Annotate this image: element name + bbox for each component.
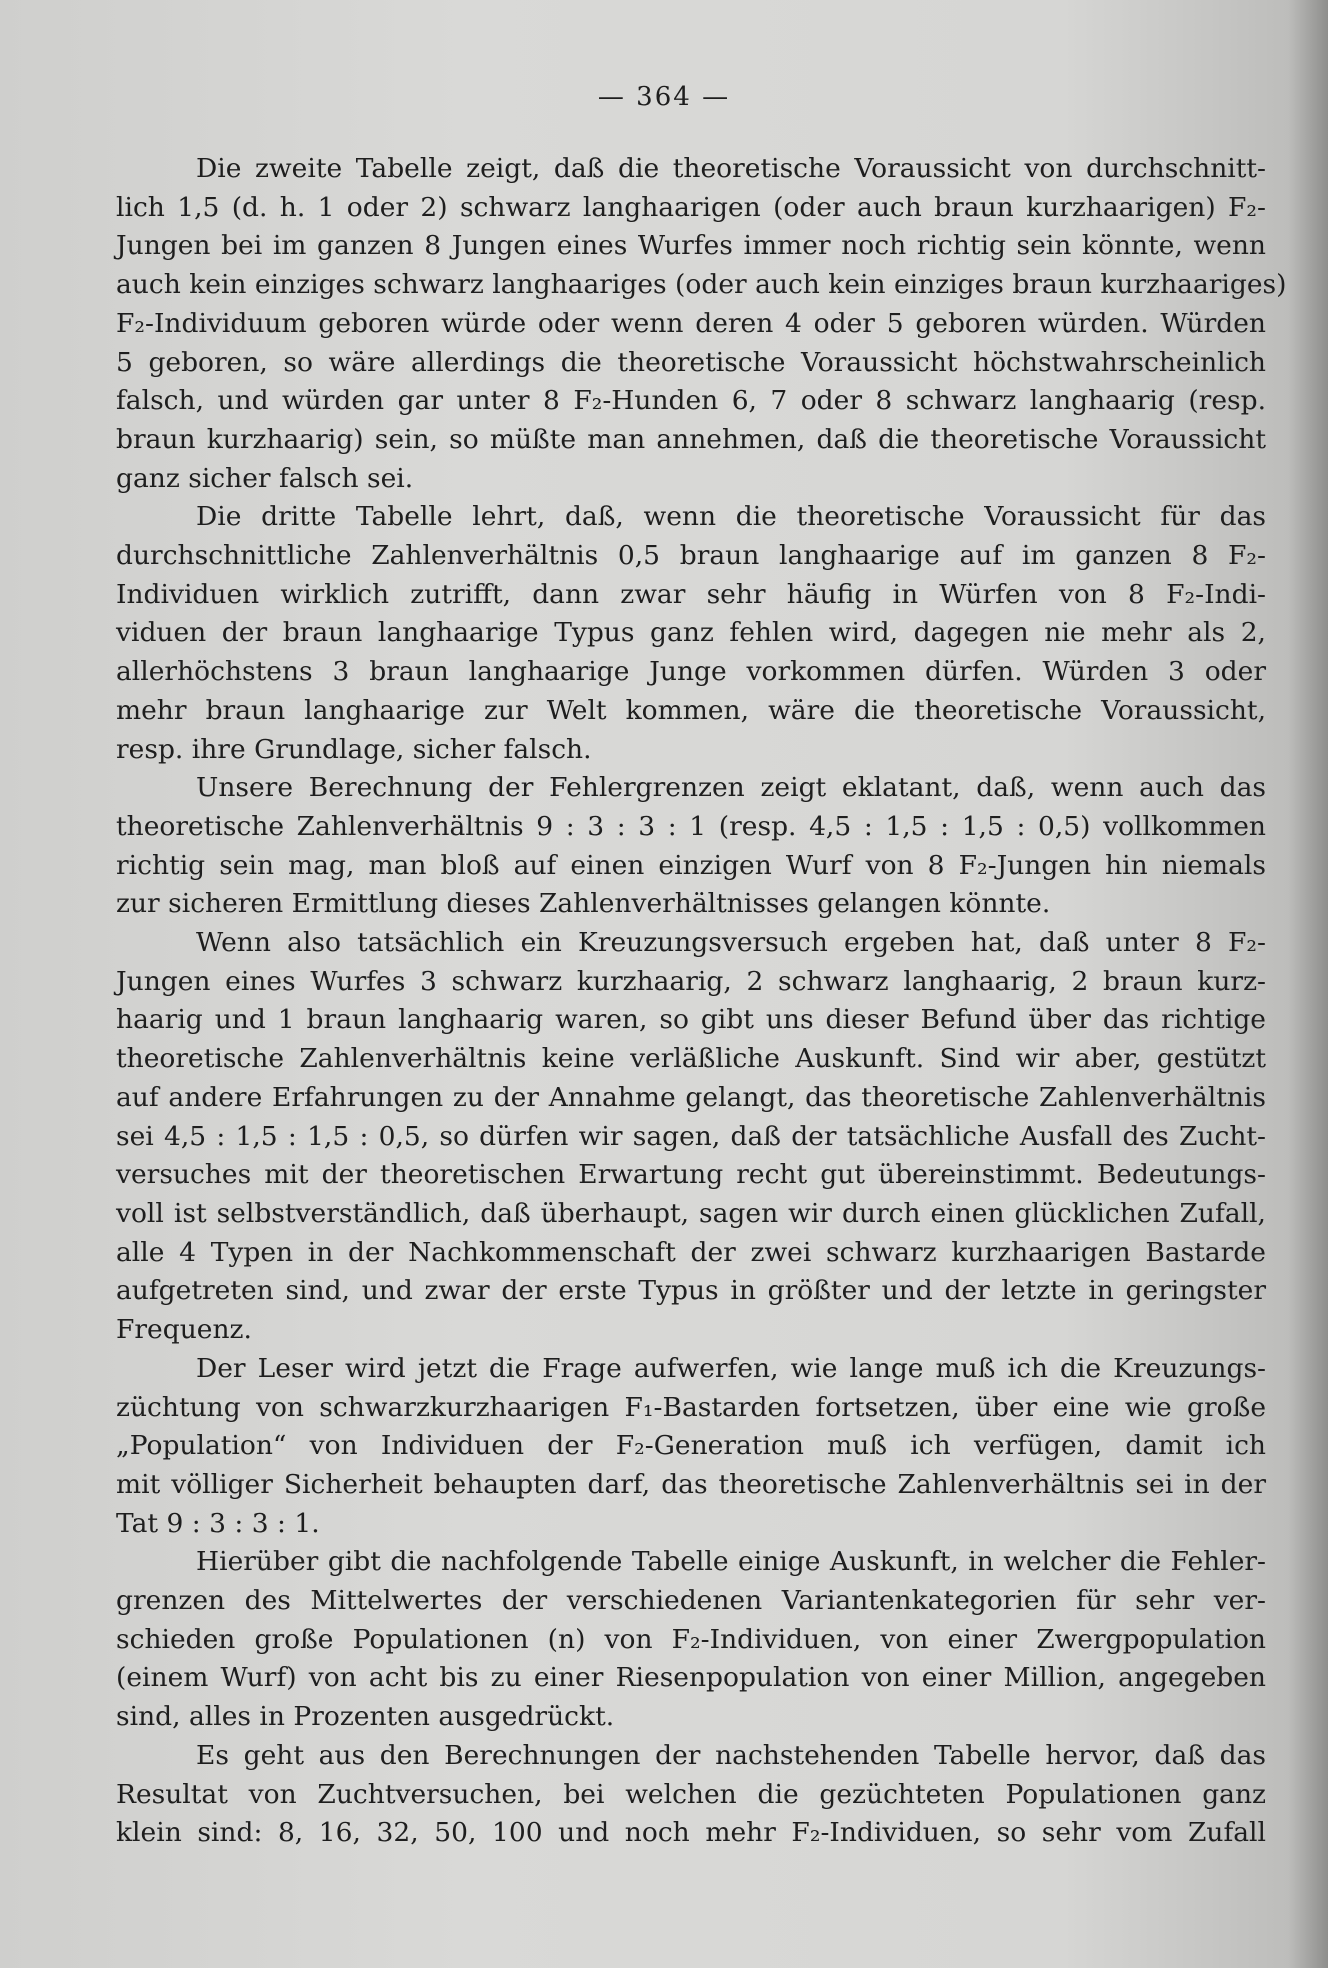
paragraph-7 <box>116 1737 1266 1853</box>
text-line: Unsere Berechnung der Fehlergrenzen zeigt eklatant, daß, wenn auch das <box>196 772 1266 804</box>
text-line: durchschnittliche Zahlenverhältnis 0,5 braun langhaarige auf im ganzen 8 F₂- <box>116 540 1266 572</box>
paragraph-5 <box>116 1350 1266 1544</box>
text-line: Jungen bei im ganzen 8 Jungen eines Wurfes immer noch richtig sein könnte, wenn <box>116 230 1266 262</box>
text-line: resp. ihre Grundlage, sicher falsch. <box>116 733 592 765</box>
text-line: (einem Wurf) von acht bis zu einer Riesenpopulation von einer Million, angegeben <box>116 1662 1266 1694</box>
page-number: — 364 — <box>597 82 731 112</box>
text-line: klein sind: 8, 16, 32, 50, 100 und noch mehr F₂-Individuen, so sehr vom Zufall <box>116 1817 1266 1849</box>
text-line: 5 geboren, so wäre allerdings die theoretische Voraussicht höchstwahrscheinlich <box>116 346 1266 378</box>
text-line: theoretische Zahlenverhältnis 9 : 3 : 3 : 1 (resp. 4,5 : 1,5 : 1,5 : 0,5) vollkommen <box>116 810 1266 842</box>
text-line: auch kein einziges schwarz langhaariges (oder auch kein einziges braun kurzhaariges) <box>116 269 1287 301</box>
text-line: voll ist selbstverständlich, daß überhaupt, sagen wir durch einen glücklichen Zufall, <box>116 1197 1266 1229</box>
text-line: grenzen des Mittelwertes der verschiedenen Variantenkategorien für sehr ver- <box>116 1585 1266 1617</box>
text-line: Jungen eines Wurfes 3 schwarz kurzhaarig, 2 schwarz langhaarig, 2 braun kurz- <box>116 965 1266 997</box>
text-line: Die dritte Tabelle lehrt, daß, wenn die theoretische Voraussicht für das <box>196 501 1266 533</box>
text-line: sind, alles in Prozenten ausgedrückt. <box>116 1701 615 1733</box>
paragraph-1 <box>116 150 1287 498</box>
paragraph-4 <box>116 924 1266 1350</box>
text-line: allerhöchstens 3 braun langhaarige Junge vorkommen dürfen. Würden 3 oder <box>116 656 1266 688</box>
text-line: „Population“ von Individuen der F₂-Generation muß ich verfügen, damit ich <box>116 1430 1266 1462</box>
text-line: mehr braun langhaarige zur Welt kommen, wäre die theoretische Voraussicht, <box>116 694 1266 726</box>
text-line: züchtung von schwarzkurzhaarigen F₁-Bastarden fortsetzen, über eine wie große <box>116 1391 1266 1423</box>
text-line: Die zweite Tabelle zeigt, daß die theoretische Voraussicht von durchschnitt- <box>196 153 1266 184</box>
text-line: zur sicheren Ermittlung dieses Zahlenverhältnisses gelangen könnte. <box>116 888 1051 920</box>
text-line: haarig und 1 braun langhaarig waren, so gibt uns dieser Befund über das richtige <box>116 1004 1266 1036</box>
paragraph-6 <box>116 1543 1266 1737</box>
paragraph-3 <box>116 769 1266 924</box>
text-line: F₂-Individuum geboren würde oder wenn deren 4 oder 5 geboren würden. Würden <box>116 307 1266 339</box>
text-line: lich 1,5 (d. h. 1 oder 2) schwarz langhaarigen (oder auch braun kurzhaarigen) F₂- <box>116 191 1266 223</box>
paragraph-2 <box>116 498 1266 769</box>
text-line: Es geht aus den Berechnungen der nachstehenden Tabelle hervor, daß das <box>196 1739 1266 1771</box>
text-line: falsch, und würden gar unter 8 F₂-Hunden 6, 7 oder 8 schwarz langhaarig (resp. <box>116 385 1266 417</box>
text-line: auf andere Erfahrungen zu der Annahme gelangt, das theoretische Zahlenverhältnis <box>116 1081 1266 1113</box>
text-line: Der Leser wird jetzt die Frage aufwerfen, wie lange muß ich die Kreuzungs- <box>196 1352 1266 1384</box>
text-line: viduen der braun langhaarige Typus ganz fehlen wird, dagegen nie mehr als 2, <box>116 617 1266 649</box>
text-line: sei 4,5 : 1,5 : 1,5 : 0,5, so dürfen wir sagen, daß der tatsächliche Ausfall des Zucht- <box>116 1120 1266 1152</box>
text-line: braun kurzhaarig) sein, so müßte man annehmen, daß die theoretische Voraussicht <box>116 423 1266 455</box>
text-line: Hierüber gibt die nachfolgende Tabelle einige Auskunft, in welcher die Fehler- <box>196 1546 1266 1578</box>
text-line: schieden große Populationen (n) von F₂-Individuen, von einer Zwergpopulation <box>116 1623 1266 1655</box>
text-line: Tat 9 : 3 : 3 : 1. <box>116 1507 320 1539</box>
text-line: Wenn also tatsächlich ein Kreuzungsversuch ergeben hat, daß unter 8 F₂- <box>196 927 1266 959</box>
text-line: richtig sein mag, man bloß auf einen einzigen Wurf von 8 F₂-Jungen hin niemals <box>116 849 1266 881</box>
text-line: mit völliger Sicherheit behaupten darf, das theoretische Zahlenverhältnis sei in der <box>116 1468 1266 1500</box>
text-line: alle 4 Typen in der Nachkommenschaft der zwei schwarz kurzhaarigen Bastarde <box>116 1236 1266 1268</box>
text-line: Frequenz. <box>116 1314 252 1346</box>
text-line: theoretische Zahlenverhältnis keine verläßliche Auskunft. Sind wir aber, gestützt <box>116 1043 1266 1075</box>
body-text <box>116 150 1287 1853</box>
text-line: versuches mit der theoretischen Erwartung recht gut übereinstimmt. Bedeutungs- <box>116 1159 1266 1191</box>
text-line: aufgetreten sind, und zwar der erste Typus in größter und der letzte in geringster <box>116 1275 1266 1307</box>
text-line: Resultat von Zuchtversuchen, bei welchen die gezüchteten Populationen ganz <box>116 1778 1266 1810</box>
text-line: Individuen wirklich zutrifft, dann zwar sehr häufig in Würfen von 8 F₂-Indi- <box>116 578 1266 610</box>
text-line: ganz sicher falsch sei. <box>116 462 414 494</box>
